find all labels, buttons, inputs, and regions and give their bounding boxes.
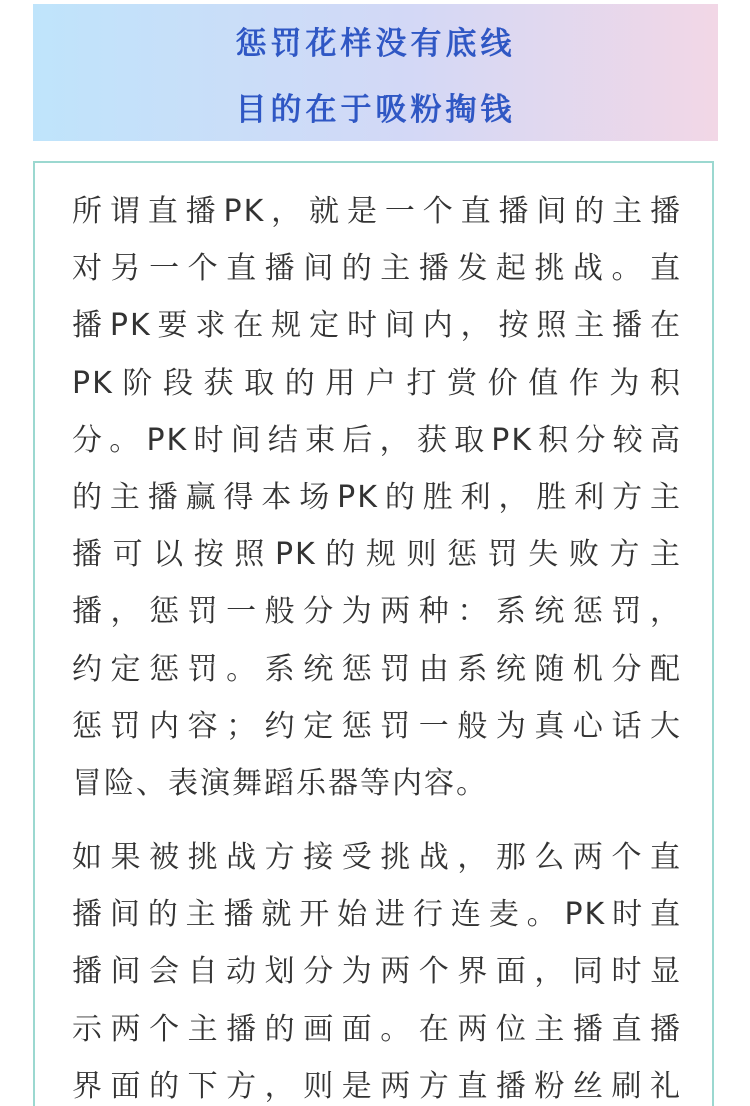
paragraph-line: 播PK要求在规定时间内，按照主播在 [72, 308, 682, 344]
section-title-line-2: 目的在于吸粉掏钱 [235, 92, 516, 128]
paragraph-1 [72, 183, 682, 812]
paragraph-line: 冒险、表演舞蹈乐器等内容。 [72, 766, 488, 802]
paragraph-line: 播间会自动划分为两个界面，同时显 [72, 954, 682, 990]
paragraph-line: 惩罚内容；约定惩罚一般为真心话大 [72, 708, 682, 744]
paragraph-line: 的主播赢得本场PK的胜利，胜利方主 [72, 480, 682, 516]
paragraph-line: 如果被挑战方接受挑战，那么两个直 [72, 840, 682, 875]
paragraph-line: 所谓直播PK，就是一个直播间的主播 [72, 194, 682, 229]
section-title-banner [33, 4, 718, 141]
paragraph-line: 播，惩罚一般分为两种：系统惩罚， [72, 594, 682, 630]
section-title-line-1: 惩罚花样没有底线 [235, 26, 516, 62]
paragraph-line: 约定惩罚。系统惩罚由系统随机分配 [72, 651, 682, 687]
paragraph-line: 分。PK时间结束后，获取PK积分较高 [72, 422, 682, 458]
paragraph-line: 示两个主播的画面。在两位主播直播 [72, 1011, 682, 1047]
paragraph-2 [72, 829, 682, 1106]
paragraph-line: 播间的主播就开始进行连麦。PK时直 [72, 897, 682, 933]
paragraph-line: 播可以按照PK的规则惩罚失败方主 [72, 537, 682, 573]
paragraph-line: 界面的下方，则是两方直播粉丝刷礼 [72, 1068, 682, 1104]
paragraph-line: PK阶段获取的用户打赏价值作为积 [72, 365, 682, 401]
paragraph-line: 对另一个直播间的主播发起挑战。直 [72, 251, 682, 287]
